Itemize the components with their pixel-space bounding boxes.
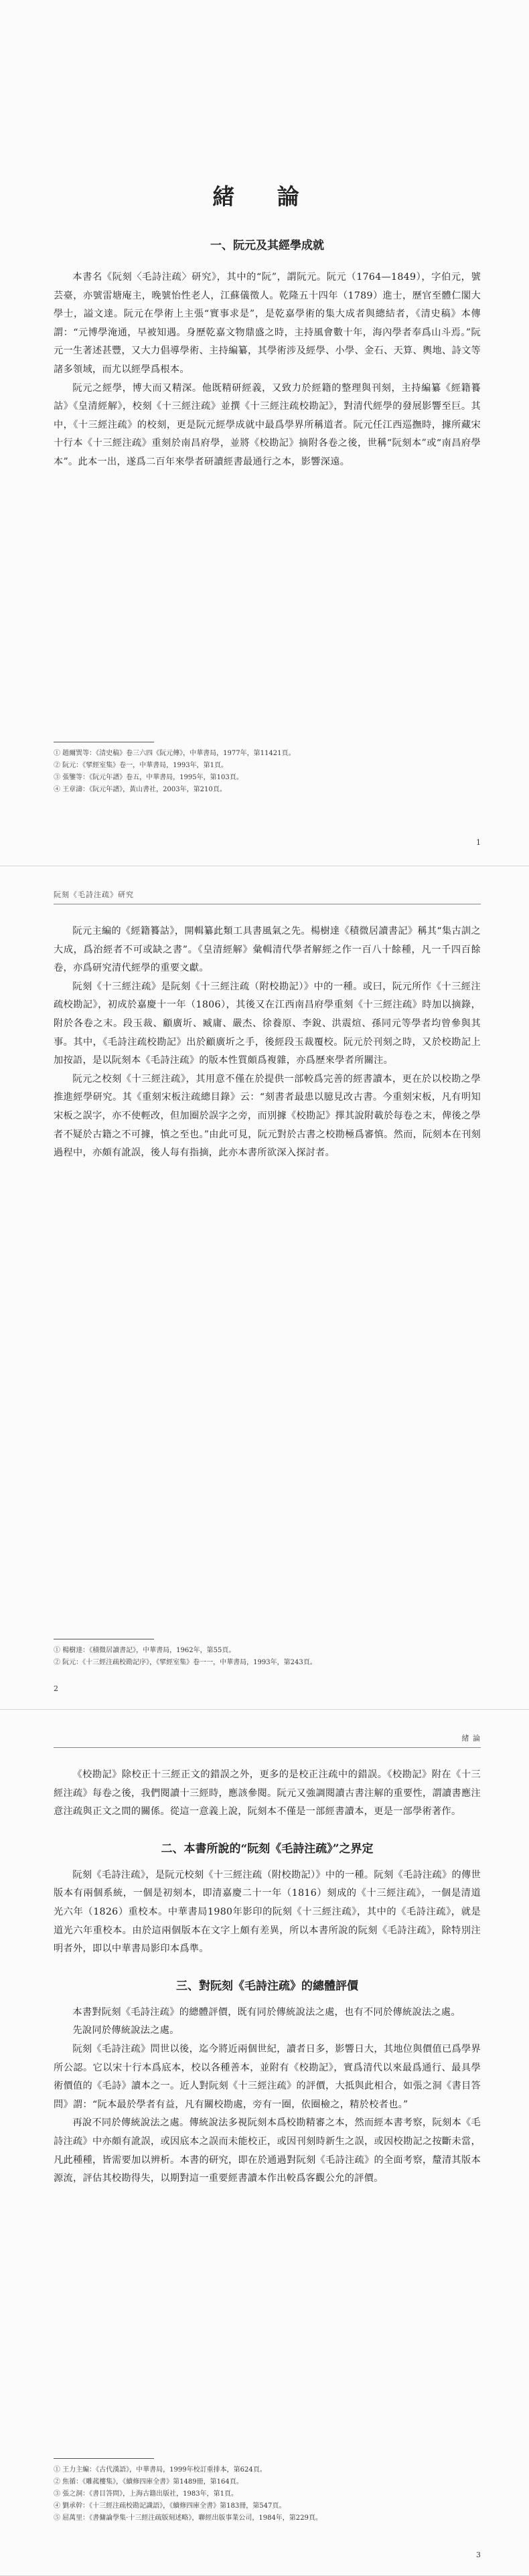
footnote: ② 焦循：《雕菰樓集》，《續修四庫全書》第1489冊，第164頁。 xyxy=(54,2478,243,2486)
footnote: ① 王力主編：《古代漢語》，中華書局，1999年校訂重排本，第624頁。 xyxy=(54,2466,267,2474)
running-head: 緒 論 xyxy=(461,1734,481,1743)
page-number: 2 xyxy=(54,1684,58,1693)
footnotes-1 xyxy=(54,742,481,796)
paragraph: 阮刻《毛詩注疏》，是阮元校刻《十三經注疏（附校勘記）》中的一種。阮刻《毛詩注疏》的傳世版本有兩個系統，一個是初刻本，即清嘉慶二十一年（1816）刻成的《十三經注疏》，一個是清道光六年（1826）重校本。中華書局1980年影印的阮刻《十三經注疏》，其中的《毛詩注疏》，就是道光六年重校本。由於這兩個版本在文字上頗有差異，所以本書所說的阮刻《毛詩注疏》，除特別注明者外，即以中華書局影印本爲準。 xyxy=(54,1869,481,1955)
paragraph: 先說同於傳統說法之處。 xyxy=(72,2025,179,2036)
footnote: ③ 張鑒等：《阮元年譜》卷五，中華書局，1995年，第103頁。 xyxy=(54,774,243,781)
page-1 xyxy=(0,0,529,866)
paragraph: 阮元之經學，博大而又精深。他既精研經義，又致力於經籍的整理與刊刻，主持編纂《經籍籑詁》《皇清經解》，校刻《十三經注疏》並撰《十三經注疏校勘記》，對清代經學的發展影響至巨。其中，《十三經注疏》的校刻，更是阮元經學成就中最爲學界所稱道者。阮元任江西巡撫時，據所藏宋十行本《十三經注疏》重刻於南昌府學，並將《校勘記》摘附各卷之後，世稱“阮刻本”或“南昌府學本”。此本一出，遂爲二百年來學者研讀經書最通行之本，影響深遠。 xyxy=(54,382,481,467)
paragraph: 再說不同於傳統說法之處。傳統說法多視阮刻本爲校勘精審之本，然而經本書考察，阮刻本《毛詩注疏》中亦頗有訛誤，或因底本之誤而未能校正，或因刊刻時新生之誤，或因校勘記之按斷未當，凡此種種，皆需要加以辨析。本書的研究，即在於通過對阮刻《毛詩注疏》的全面考察，釐清其版本源流，評估其校勘得失，以期對這一重要經書讀本作出較爲客觀公允的評價。 xyxy=(54,2117,481,2184)
page-number: 1 xyxy=(476,838,481,847)
footnotes-3 xyxy=(54,2458,481,2524)
paragraph: 本書對阮刻《毛詩注疏》的總體評價，既有同於傳統說法之處，也有不同於傳統說法之處。 xyxy=(72,2006,461,2018)
paragraph: 阮元主編的《經籍籑詁》，開輯纂此類工具書風氣之先。楊樹達《積微居讀書記》稱其“集古訓之大成，爲治經者不可或缺之書”。《皇清經解》彙輯清代學者解經之作一百八十餘種，凡一千四百餘卷，亦爲研究清代經學的重要文獻。 xyxy=(54,926,481,974)
page-1-body xyxy=(54,236,481,472)
footnotes-2 xyxy=(54,1639,481,1669)
page-2 xyxy=(0,866,529,1710)
paragraph: 《校勘記》除校正十三經正文的錯誤之外，更多的是校正注疏中的錯誤。《校勘記》附在《十三經注疏》每卷之後，我們閱讀十三經時，應該參閱。阮元又強調閱讀古書注解的重要性，謂讀書應注意注疏與正文之間的關係。從這一意義上說，阮刻本不僅是一部經書讀本，更是一部學術著作。 xyxy=(54,1769,481,1818)
footnote-rule xyxy=(54,2458,154,2459)
paragraph: 本書名《阮刻〈毛詩注疏〉研究》，其中的“阮”，謂阮元。阮元（1764—1849），字伯元，號芸臺，亦號雷塘庵主，晚號怡性老人，江蘇儀徵人。乾隆五十四年（1789）進士，歷官至體仁閣大學士，謚文達。阮元在學術上主張“實事求是”，是乾嘉學術的集大成者與總結者，《清史稿》本傳謂：“元博學淹通，早被知遇。身歷乾嘉文物鼎盛之時，主持風會數十年，海內學者奉爲山斗焉。”阮元一生著述甚豐，又大力倡導學術、主持編纂，其學術涉及經學、小學、金石、天算、輿地、詩文等諸多領域，而尤以經學爲根本。 xyxy=(54,272,481,375)
page-3-body xyxy=(54,1766,481,2188)
paragraph: 阮元之校刻《十三經注疏》，其用意不僅在於提供一部較爲完善的經書讀本，更在於以校勘之學推進經學研究。其《重刻宋板注疏總目錄》云：“刻書者最患以臆見改古書。今重刻宋板，凡有明知宋板之誤字，亦不使輕改，但加圈於誤字之旁，而別據《校勘記》擇其說附載於每卷之末，俾後之學者不疑於古籍之不可據，慎之至也。”由此可見，阮元對於古書之校勘極爲審慎。然而，阮刻本在刊刻過程中，亦頗有訛誤，後人每有指摘，此亦本書所欲深入探討者。 xyxy=(54,1073,481,1159)
footnote: ① 楊樹達：《積微居讀書記》，中華書局，1962年，第55頁。 xyxy=(54,1647,236,1654)
footnote: ② 阮元：《十三經注疏校勘記序》，《揅經室集》卷一一，中華書局，1993年，第243頁。 xyxy=(54,1659,317,1666)
chapter-title: 緒 論 xyxy=(212,183,317,210)
page-number: 3 xyxy=(476,2551,481,2559)
section-title-2: 二、本書所說的“阮刻《毛詩注疏》”之界定 xyxy=(161,1842,374,1856)
paragraph: 阮刻《十三經注疏》是阮刻《十三經注疏（附校勘記）》中的一種。或曰，阮元所作《十三經注疏校勘記》，初成於嘉慶十一年（1806），其後又在江西南昌府學重刻《十三經注疏》時加以摘錄，附於各卷之末。段玉裁、顧廣圻、臧庸、嚴杰、徐養原、李銳、洪震煊、孫同元等學者均曾參與其事。其中，《毛詩注疏校勘記》出於顧廣圻之手，後經段玉裁覆校。阮元於刊刻之時，又於校勘記上加按語，是以阮刻本《毛詩注疏》的版本性質頗爲複雜，亦爲歷來學者所關注。 xyxy=(54,981,481,1066)
page-3 xyxy=(0,1710,529,2576)
running-head: 阮刻《毛詩注疏》研究 xyxy=(54,890,134,899)
section-title-1: 一、阮元及其經學成就 xyxy=(210,239,324,252)
footnote: ⑤ 屈萬里：《書傭論學集·十三經注疏版刻述略》，聯經出版事業公司，1984年，第229頁。 xyxy=(54,2514,322,2522)
footnote: ① 趙爾巽等：《清史稿》卷三六四《阮元傳》，中華書局，1977年，第11421頁。 xyxy=(54,750,295,757)
footnote: ③ 張之洞：《書目答問》，上海古籍出版社，1983年，第1頁。 xyxy=(54,2490,238,2498)
page-2-body xyxy=(54,922,481,1163)
footnote: ④ 王章濤：《阮元年譜》，黃山書社，2003年，第210頁。 xyxy=(54,786,226,793)
section-title-3: 三、對阮刻《毛詩注疏》的總體評價 xyxy=(176,1979,358,1993)
paragraph: 阮刻《毛詩注疏》問世以後，迄今將近兩個世紀，讀者日多，影響日大，其地位與價值已爲學界所公認。它以宋十行本爲底本，校以各種善本，並附有《校勘記》，實爲清代以來最爲通行、最具學術價值的《毛詩》讀本之一。近人對阮刻《十三經注疏》的評價，大抵與此相合，如張之洞《書目答問》謂：“阮本最於學者有益，凡有關校勘處，旁有一圈，依圈檢之，精於校者也。” xyxy=(54,2043,481,2110)
running-head-rule xyxy=(54,1747,481,1748)
footnote: ② 阮元：《揅經室集》卷一，中華書局，1993年，第1頁。 xyxy=(54,762,228,769)
footnote: ④ 劉承幹：《十三經注疏校勘記識語》，《續修四庫全書》第183冊，第547頁。 xyxy=(54,2502,286,2510)
